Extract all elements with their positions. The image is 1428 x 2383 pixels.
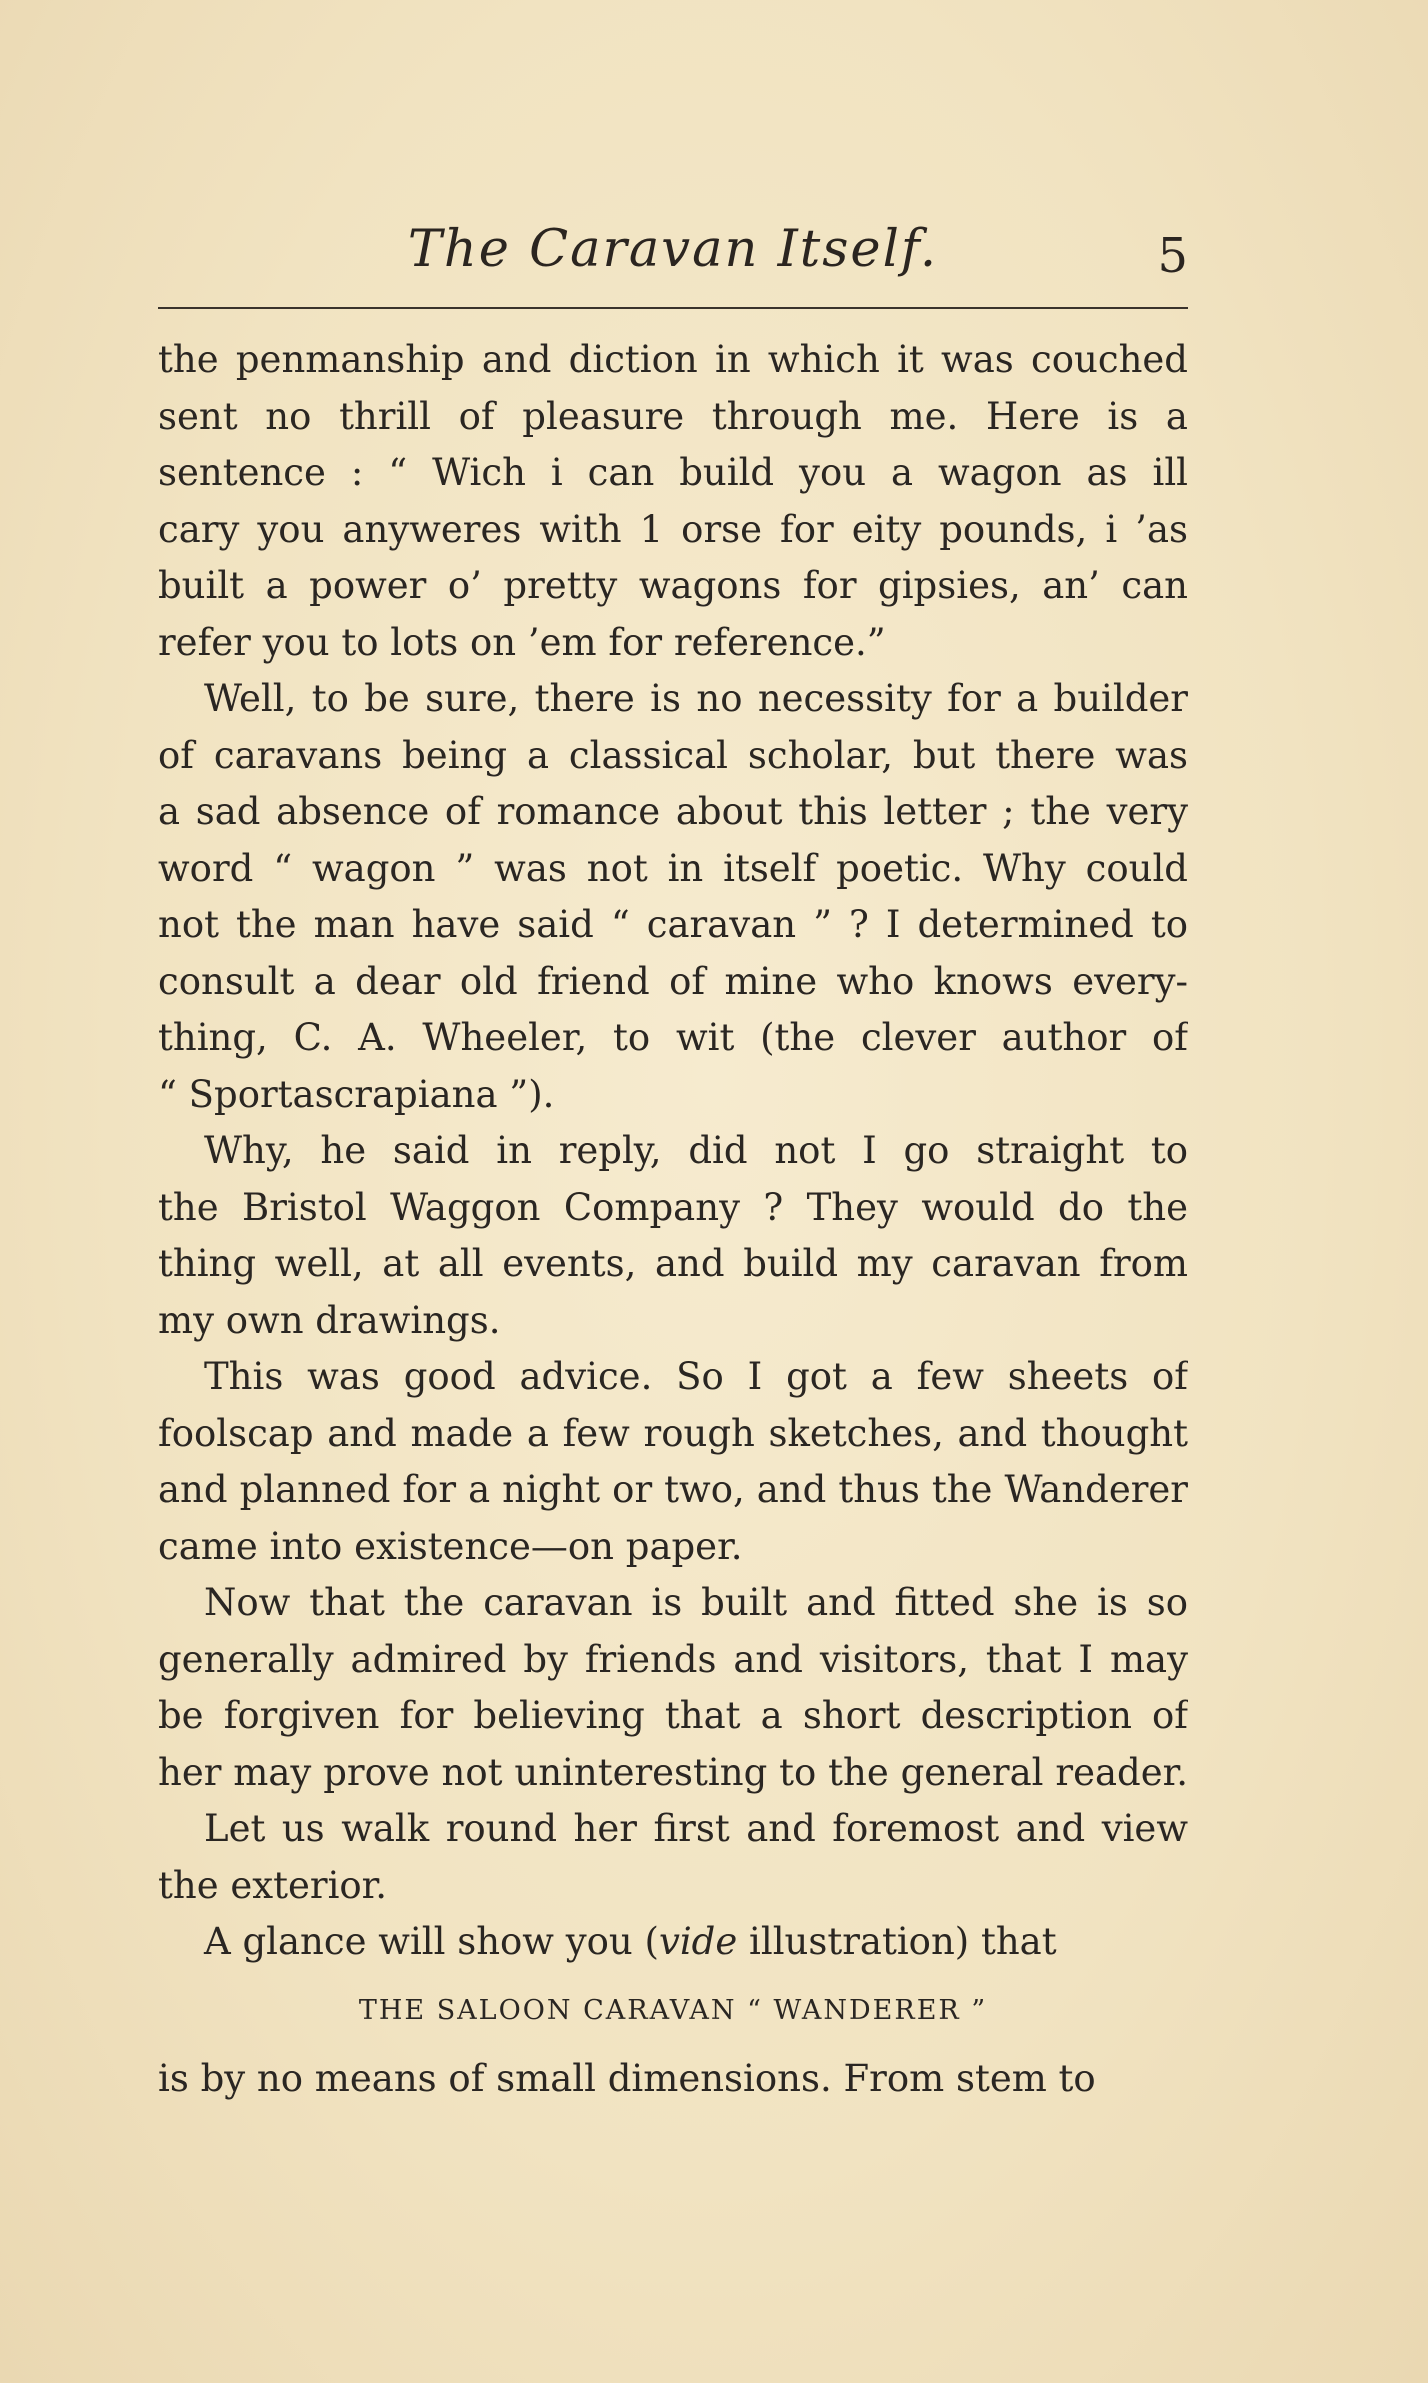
text-line: built a power o’ pretty wagons for gipsies, an’ can	[158, 564, 1188, 607]
text-line: a sad absence of romance about this letter ; the very	[158, 790, 1188, 833]
body-text	[158, 332, 1188, 2107]
text-line: Why, he said in reply, did not I go straight to	[204, 1129, 1188, 1172]
text-line: is by no means of small dimensions. From stem to	[158, 2056, 1096, 2100]
text-line: thing well, at all events, and build my caravan from	[158, 1242, 1188, 1285]
text-line: of caravans being a classical scholar, but there was	[158, 733, 1188, 777]
text-line: generally admired by friends and visitors, that I may	[158, 1637, 1188, 1681]
text-line: This was good advice. So I got a few sheets of	[204, 1355, 1188, 1398]
text-line: consult a dear old friend of mine who knows every-	[158, 959, 1188, 1003]
text-line: word “ wagon ” was not in itself poetic. Why could	[158, 846, 1188, 890]
text-line: foolscap and made a few rough sketches, and thought	[158, 1411, 1188, 1455]
text-line: refer you to lots on ’em for reference.”	[158, 620, 886, 664]
italic-word: vide	[658, 1920, 738, 1963]
text-line: cary you anyweres with 1 orse for eity pounds, i ’as	[158, 507, 1188, 551]
text-line: be forgiven for believing that a short description of	[158, 1694, 1188, 1737]
text-line: sent no thrill of pleasure through me. Here is a	[158, 394, 1188, 438]
text-line: and planned for a night or two, and thus the Wanderer	[158, 1468, 1188, 1511]
text-line: the exterior.	[158, 1863, 388, 1907]
text-line: the penmanship and diction in which it was couched	[158, 338, 1188, 381]
text-span: A glance will show you (	[204, 1920, 659, 1963]
text-line: her may prove not uninteresting to the general reader.	[158, 1750, 1188, 1794]
text-line: Let us walk round her first and foremost and view	[204, 1807, 1188, 1850]
text-line	[158, 1914, 1188, 1971]
text-line: the Bristol Waggon Company ? They would do the	[158, 1185, 1188, 1229]
running-title: The Caravan Itself.	[407, 220, 939, 279]
text-line: sentence : “ Wich i can build you a wagon as ill	[158, 451, 1188, 494]
text-line: “ Sportascrapiana ”).	[158, 1072, 555, 1116]
text-line: came into existence—on paper.	[158, 1524, 743, 1568]
section-heading: THE SALOON CARAVAN “ WANDERER ”	[358, 1994, 988, 2026]
text-line: Well, to be sure, there is no necessity for a builder	[204, 677, 1188, 720]
text-line: Now that the caravan is built and fitted she is so	[204, 1581, 1188, 1624]
text-span: illustration) that	[737, 1920, 1057, 1963]
page-number: 5	[1157, 228, 1188, 284]
page-header	[158, 220, 1188, 290]
header-rule	[158, 307, 1188, 309]
text-line: thing, C. A. Wheeler, to wit (the clever author of	[158, 1016, 1188, 1059]
text-line: not the man have said “ caravan ” ? I determined to	[158, 903, 1188, 946]
text-line: my own drawings.	[158, 1298, 501, 1342]
